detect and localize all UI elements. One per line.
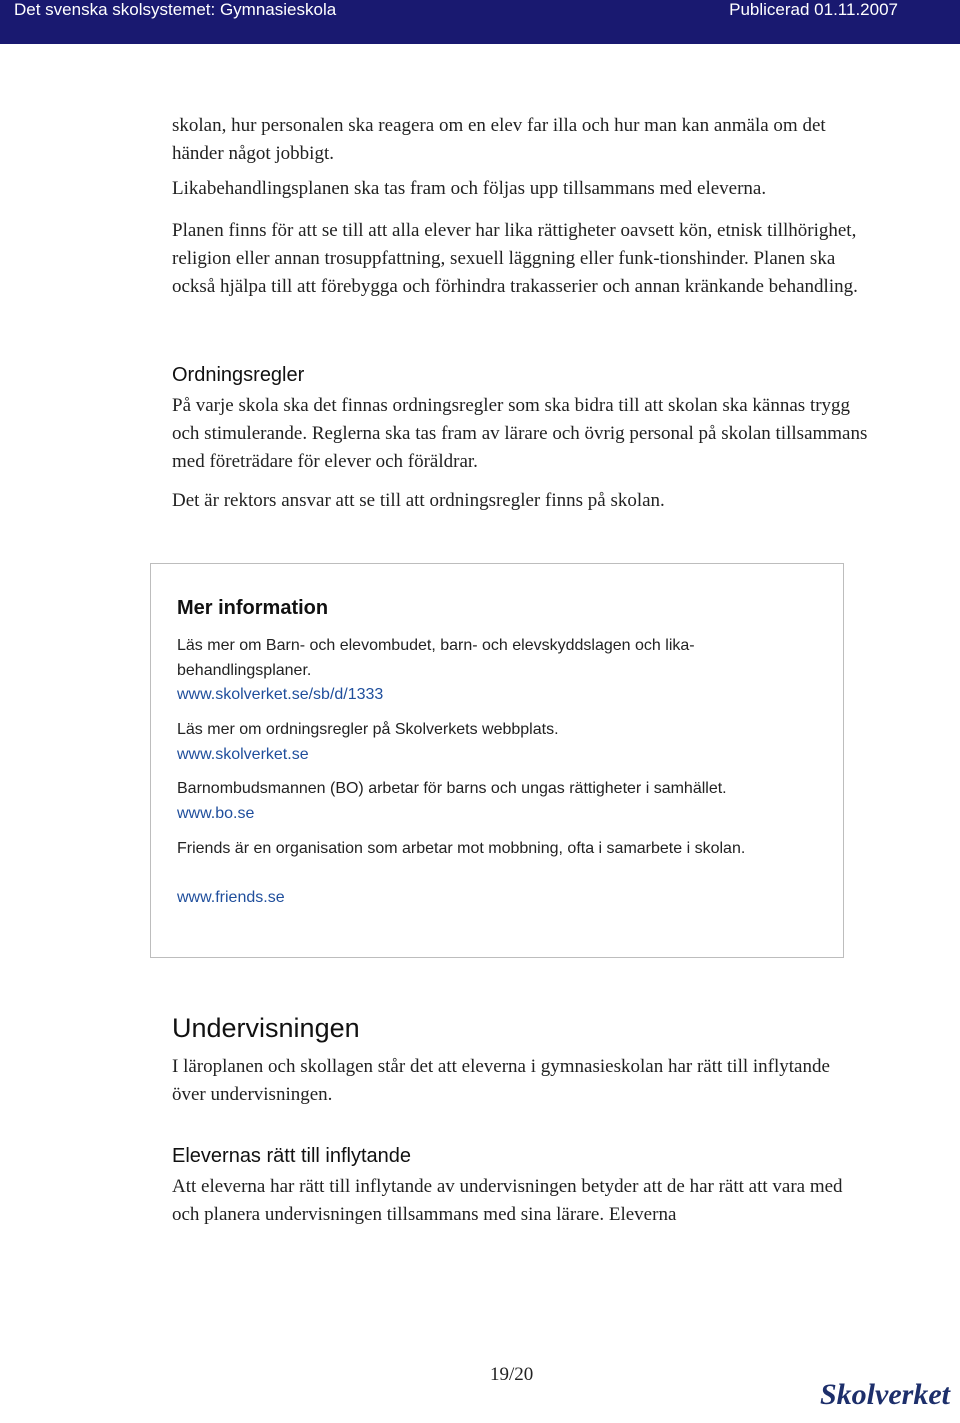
info-item-link[interactable]: www.friends.se	[177, 889, 285, 906]
info-box	[150, 563, 844, 958]
header-date: Publicerad 01.11.2007	[729, 0, 898, 19]
info-item-text: Friends är en organisation som arbetar mot mobbning, ofta i samarbete i skolan.	[177, 840, 746, 857]
info-item-text: Barnombudsmannen (BO) arbetar för barns och ungas rättigheter i samhället.	[177, 780, 727, 797]
page-number: 19/20	[490, 1364, 534, 1385]
document-header	[0, 0, 960, 44]
inflytande-text: Att eleverna har rätt till inflytande av undervisningen betyder att de har rätt att vara med och planera undervisningen tillsammans med sina lärare. Eleverna	[172, 1176, 843, 1225]
undervisningen-text: I läroplanen och skollagen står det att eleverna i gymnasieskolan har rätt till inflytande över undervisningen.	[172, 1056, 830, 1105]
info-item-text: Läs mer om Barn- och elevombudet, barn- och elevskyddslagen och lika-behandlingsplaner.	[177, 637, 695, 679]
info-box-title: Mer information	[177, 597, 329, 619]
ordningsregler-text-2: Det är rektors ansvar att se till att ordningsregler finns på skolan.	[172, 490, 665, 511]
ordningsregler-text-1: På varje skola ska det finnas ordningsregler som ska bidra till att skolan ska kännas trygg och stimulerande. Reglerna ska tas fram av lärare och övrig personal på skolan tillsammans med företrädare för elever och föräldrar.	[172, 395, 868, 472]
heading-inflytande: Elevernas rätt till inflytande	[172, 1145, 412, 1167]
paragraph-1: skolan, hur personalen ska reagera om en elev far illa och hur man kan anmäla om det händer något jobbigt.	[172, 115, 826, 164]
heading-undervisningen: Undervisningen	[172, 1013, 360, 1043]
header-title: Det svenska skolsystemet: Gymnasieskola	[14, 0, 337, 19]
paragraph-3: Planen finns för att se till att alla elever har lika rättigheter oavsett kön, etnisk tillhörighet, religion eller annan trosuppfattning, sexuell läggning eller funk-tionshinder. Planen ska också hjälpa till att förebygga och förhindra trakasserier och annan kränkande behandling.	[172, 220, 858, 297]
info-item-text: Läs mer om ordningsregler på Skolverkets webbplats.	[177, 721, 559, 738]
info-item-link[interactable]: www.skolverket.se/sb/d/1333	[177, 686, 384, 703]
heading-ordningsregler: Ordningsregler	[172, 364, 305, 386]
info-item-link[interactable]: www.bo.se	[177, 805, 255, 822]
paragraph-2: Likabehandlingsplanen ska tas fram och följas upp tillsammans med eleverna.	[172, 178, 767, 199]
skolverket-logo: Skolverket	[820, 1378, 950, 1411]
info-item-link[interactable]: www.skolverket.se	[177, 746, 309, 763]
